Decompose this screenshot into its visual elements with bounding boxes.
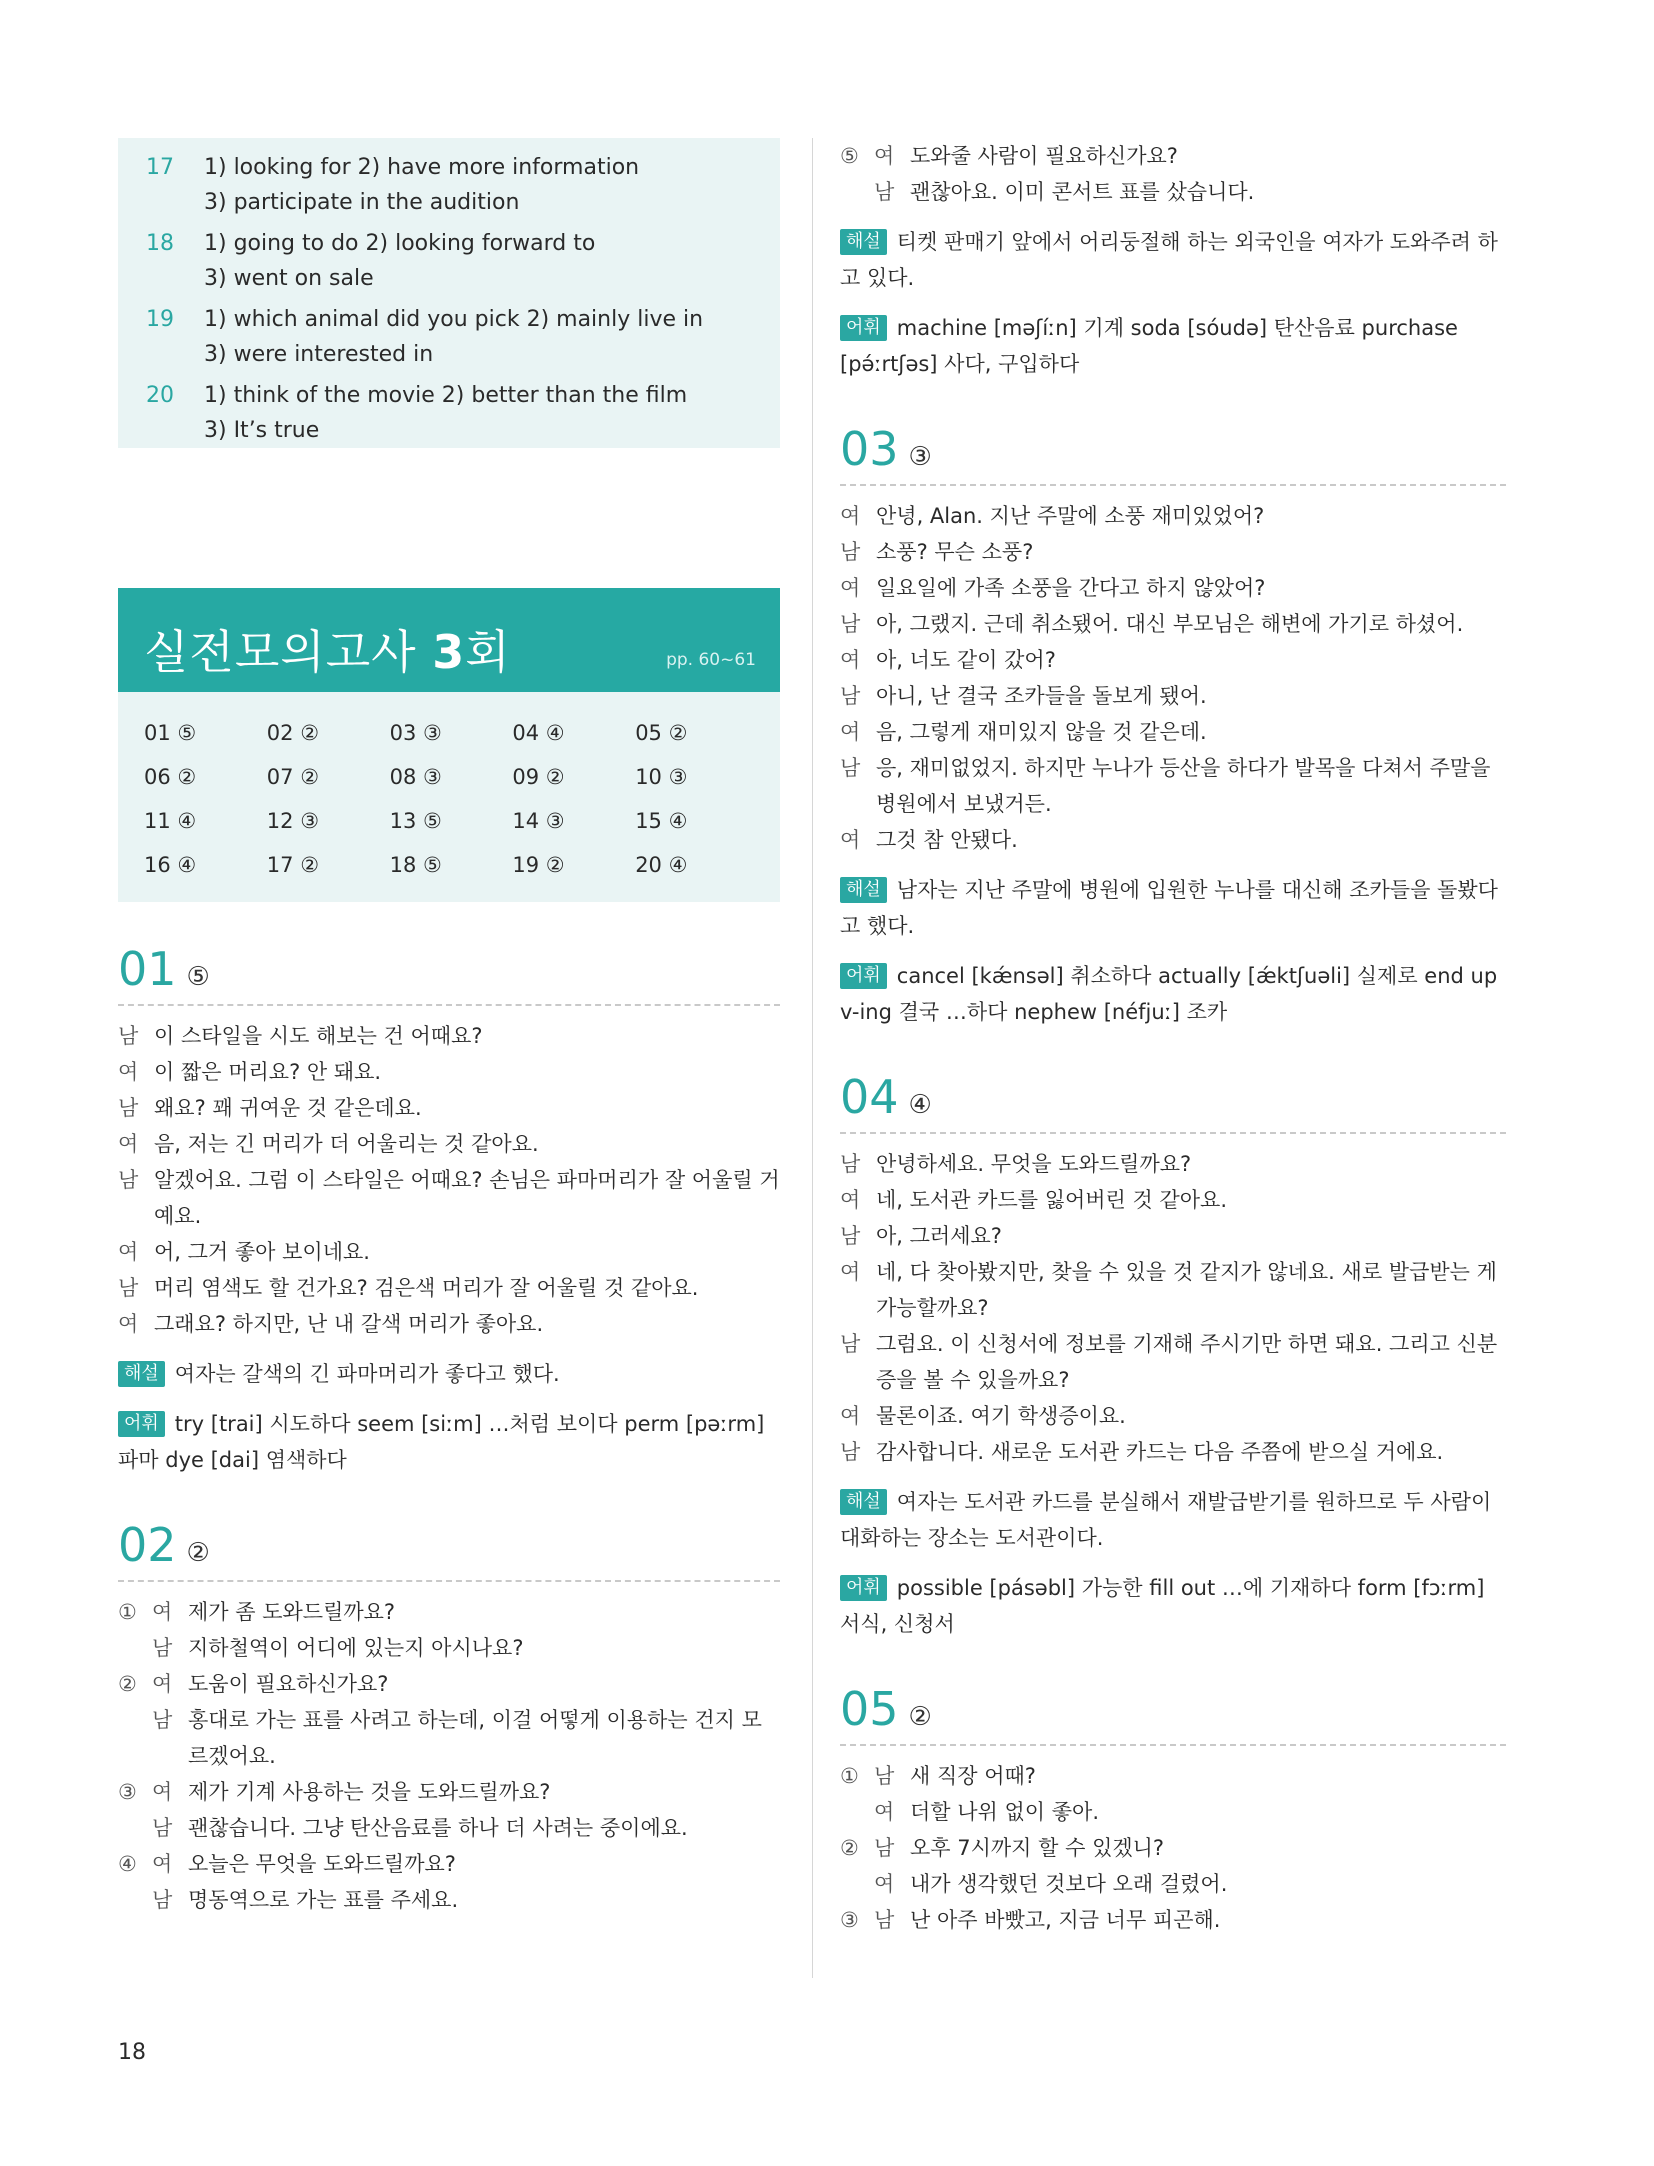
vocabulary-text: try [trai] 시도하다 seem [siːm] …처럼 보이다 perm [pəːrm] 파마 dye [dai] 염색하다 [118, 1412, 765, 1472]
answer-number: 17 [146, 155, 174, 180]
option-marker: ② [118, 1672, 137, 1696]
speaker-label: 남 [874, 1836, 895, 1860]
section-answer: ③ [908, 442, 932, 472]
section-number: 01 [118, 942, 177, 996]
dialog-line [840, 1398, 1506, 1434]
speaker-label: 여 [874, 1872, 895, 1896]
dialog-line [840, 1218, 1506, 1254]
speaker-label: 여 [152, 1780, 173, 1804]
option-line [840, 174, 1506, 210]
dialog-text: 오후 7시까지 할 수 있겠니? [910, 1836, 1165, 1860]
option-marker [118, 1882, 152, 1918]
dialog-text: 일요일에 가족 소풍을 간다고 하지 않았어? [876, 576, 1266, 600]
speaker-label: 남 [874, 1908, 895, 1932]
dialog-text: 홍대로 가는 표를 사려고 하는데, 이걸 어떻게 이용하는 건지 모르겠어요. [188, 1708, 762, 1768]
vocabulary-text: cancel [kǽnsəl] 취소하다 actually [ǽktʃuəli] 실제로 end up v-ing 결국 …하다 nephew [néfjuː] 조카 [840, 964, 1498, 1024]
dialog-text: 소풍? 무슨 소풍? [876, 540, 1034, 564]
speaker-label: 남 [840, 540, 861, 564]
section-number: 03 [840, 422, 899, 476]
dialog-text: 새 직장 어때? [910, 1764, 1036, 1788]
speaker-label: 남 [840, 1332, 861, 1356]
speaker-label: 남 [840, 1440, 861, 1464]
option-line [118, 1630, 780, 1666]
dialog-text: 음, 그렇게 재미있지 않을 것 같은데. [876, 720, 1207, 744]
dialog-text: 아, 너도 같이 갔어? [876, 648, 1056, 672]
exam-answer-box [118, 588, 780, 902]
dialog-line [840, 1146, 1506, 1182]
section-header [840, 1070, 1506, 1134]
exam-title-prefix: 실전모의고사 [144, 625, 433, 679]
explanation [840, 872, 1506, 944]
dialog-line [840, 1254, 1506, 1326]
section-answer: ④ [908, 1090, 932, 1120]
dialog-line [118, 1090, 780, 1126]
explanation-tag: 해설 [840, 1489, 887, 1515]
section-05 [840, 1682, 1506, 1938]
option-line [840, 1866, 1506, 1902]
exam-answer-cell: 15 ④ [635, 809, 688, 833]
explanation-text: 남자는 지난 주말에 병원에 입원한 누나를 대신해 조카들을 돌봤다고 했다. [840, 878, 1498, 938]
dialog-line [840, 1326, 1506, 1398]
speaker-label: 남 [118, 1168, 139, 1192]
column-divider [812, 138, 813, 1978]
answer-key-box [118, 138, 780, 448]
exam-title-number: 3 [432, 625, 466, 679]
dialog-line [840, 714, 1506, 750]
vocabulary [840, 958, 1506, 1030]
section-03 [840, 422, 1506, 1030]
answer-line: 1) think of the movie 2) better than the film [204, 383, 688, 408]
exam-page-range: pp. 60~61 [666, 650, 756, 670]
answer-line: 3) It’s true [204, 418, 320, 443]
dialog [840, 1146, 1506, 1470]
dialog-line [118, 1126, 780, 1162]
dialog-line [118, 1054, 780, 1090]
dialog-text: 음, 저는 긴 머리가 더 어울리는 것 같아요. [154, 1132, 539, 1156]
vocabulary-tag: 어휘 [840, 963, 887, 989]
dialog-line [118, 1234, 780, 1270]
dialog-line [840, 1182, 1506, 1218]
option-line [840, 138, 1506, 174]
options-dialog [840, 1758, 1506, 1938]
dialog-text: 네, 도서관 카드를 잃어버린 것 같아요. [876, 1188, 1228, 1212]
option-line [118, 1882, 780, 1918]
option-line [118, 1810, 780, 1846]
option-line [118, 1774, 780, 1810]
speaker-label: 남 [840, 612, 861, 636]
section-header [840, 1682, 1506, 1746]
option-line [118, 1702, 780, 1774]
option-line [840, 1902, 1506, 1938]
speaker-label: 여 [118, 1240, 139, 1264]
dialog-text: 왜요? 꽤 귀여운 것 같은데요. [154, 1096, 422, 1120]
speaker-label: 남 [840, 756, 861, 780]
vocabulary-tag: 어휘 [118, 1411, 165, 1437]
option-line [840, 1758, 1506, 1794]
speaker-label: 남 [840, 1152, 861, 1176]
exam-answer-cell: 18 ⑤ [389, 853, 442, 877]
dialog-text: 명동역으로 가는 표를 주세요. [188, 1888, 459, 1912]
dialog-text: 이 짧은 머리요? 안 돼요. [154, 1060, 382, 1084]
speaker-label: 여 [840, 1188, 861, 1212]
dialog-text: 네, 다 찾아봤지만, 찾을 수 있을 것 같지가 않네요. 새로 발급받는 게 가능할까요? [876, 1260, 1497, 1320]
dialog [840, 498, 1506, 858]
speaker-label: 여 [840, 828, 861, 852]
speaker-label: 여 [840, 1404, 861, 1428]
speaker-label: 여 [840, 648, 861, 672]
dialog-text: 오늘은 무엇을 도와드릴까요? [188, 1852, 456, 1876]
exam-header [118, 588, 780, 692]
speaker-label: 여 [152, 1600, 173, 1624]
section-02 [118, 1518, 780, 1918]
vocabulary-tag: 어휘 [840, 1575, 887, 1601]
speaker-label: 여 [874, 144, 895, 168]
left-column [118, 138, 780, 1918]
exam-answer-cell: 14 ③ [512, 809, 565, 833]
option-marker: ⑤ [840, 144, 859, 168]
speaker-label: 여 [118, 1060, 139, 1084]
dialog-text: 그래요? 하지만, 난 내 갈색 머리가 좋아요. [154, 1312, 544, 1336]
dialog-line [840, 642, 1506, 678]
section-header [840, 422, 1506, 486]
speaker-label: 여 [118, 1132, 139, 1156]
dialog-text: 아, 그랬지. 근데 취소됐어. 대신 부모님은 해변에 가기로 하셨어. [876, 612, 1464, 636]
dialog-text: 알겠어요. 그럼 이 스타일은 어때요? 손님은 파마머리가 잘 어울릴 거예요. [154, 1168, 780, 1228]
section-number: 02 [118, 1518, 177, 1572]
dialog-text: 그것 참 안됐다. [876, 828, 1018, 852]
speaker-label: 남 [874, 180, 895, 204]
dialog-text: 난 아주 바빴고, 지금 너무 피곤해. [910, 1908, 1221, 1932]
answer-line: 1) which animal did you pick 2) mainly live in [204, 307, 704, 332]
dialog-text: 안녕하세요. 무엇을 도와드릴까요? [876, 1152, 1192, 1176]
exam-answer-grid [118, 692, 780, 902]
speaker-label: 남 [152, 1816, 173, 1840]
vocabulary-text: machine [məʃíːn] 기계 soda [sóudə] 탄산음료 purchase [pə́ːrtʃəs] 사다, 구입하다 [840, 316, 1458, 376]
dialog-text: 어, 그거 좋아 보이네요. [154, 1240, 370, 1264]
exam-answer-cell: 12 ③ [266, 809, 320, 833]
answer-item [146, 150, 758, 220]
exam-title-suffix: 회 [465, 625, 511, 679]
exam-answer-cell: 02 ② [266, 721, 320, 745]
explanation-tag: 해설 [840, 229, 887, 255]
speaker-label: 여 [840, 720, 861, 744]
exam-answer-cell: 04 ④ [512, 721, 565, 745]
section-header [118, 942, 780, 1006]
section-01 [118, 942, 780, 1478]
dialog-text: 제가 기계 사용하는 것을 도와드릴까요? [188, 1780, 551, 1804]
exam-title [144, 616, 511, 682]
section-04 [840, 1070, 1506, 1642]
option-marker: ④ [118, 1852, 137, 1876]
section-header [118, 1518, 780, 1582]
speaker-label: 남 [152, 1708, 173, 1732]
option-marker [840, 1794, 874, 1830]
right-column [840, 138, 1506, 1938]
answer-line: 3) were interested in [204, 342, 434, 367]
dialog-line [840, 1434, 1506, 1470]
speaker-label: 여 [840, 504, 861, 528]
dialog-text: 안녕, Alan. 지난 주말에 소풍 재미있었어? [876, 504, 1265, 528]
answer-line: 1) looking for 2) have more information [204, 155, 640, 180]
vocabulary [840, 310, 1506, 382]
exam-answer-cell: 13 ⑤ [389, 809, 442, 833]
dialog-text: 감사합니다. 새로운 도서관 카드는 다음 주쯤에 받으실 거에요. [876, 1440, 1444, 1464]
dialog [118, 1018, 780, 1342]
dialog-line [840, 498, 1506, 534]
vocabulary [840, 1570, 1506, 1642]
answer-item [146, 302, 758, 372]
answer-line: 3) participate in the audition [204, 190, 520, 215]
vocabulary-tag: 어휘 [840, 315, 887, 341]
option-marker: ③ [118, 1780, 137, 1804]
option-marker [118, 1630, 152, 1666]
dialog-text: 내가 생각했던 것보다 오래 걸렸어. [910, 1872, 1228, 1896]
answer-item [146, 226, 758, 296]
option-marker: ① [118, 1600, 137, 1624]
option-line [118, 1846, 780, 1882]
exam-answer-cell: 05 ② [635, 721, 688, 745]
speaker-label: 남 [152, 1636, 173, 1660]
answer-number: 20 [146, 383, 174, 408]
option-marker [840, 1866, 874, 1902]
exam-answer-cell: 16 ④ [144, 853, 197, 877]
option-marker: ① [840, 1764, 859, 1788]
dialog-text: 도움이 필요하신가요? [188, 1672, 389, 1696]
dialog-line [118, 1270, 780, 1306]
answer-line: 3) went on sale [204, 266, 374, 291]
speaker-label: 여 [840, 576, 861, 600]
explanation-text: 여자는 갈색의 긴 파마머리가 좋다고 했다. [174, 1362, 560, 1386]
dialog-text: 이 스타일을 시도 해보는 건 어때요? [154, 1024, 483, 1048]
option-marker [840, 174, 874, 210]
explanation [118, 1356, 780, 1392]
section-answer: ② [186, 1538, 210, 1568]
dialog-line [840, 606, 1506, 642]
section-number: 04 [840, 1070, 899, 1124]
exam-answer-cell: 01 ⑤ [144, 721, 197, 745]
dialog-text: 제가 좀 도와드릴까요? [188, 1600, 396, 1624]
dialog-line [118, 1162, 780, 1234]
options-dialog [118, 1594, 780, 1918]
dialog-text: 더할 나위 없이 좋아. [910, 1800, 1099, 1824]
speaker-label: 남 [152, 1888, 173, 1912]
dialog-line [840, 570, 1506, 606]
explanation-tag: 해설 [118, 1361, 165, 1387]
dialog-text: 아니, 난 결국 조카들을 돌보게 됐어. [876, 684, 1207, 708]
explanation-text: 여자는 도서관 카드를 분실해서 재발급받기를 원하므로 두 사람이 대화하는 장소는 도서관이다. [840, 1490, 1492, 1550]
speaker-label: 여 [152, 1852, 173, 1876]
answer-number: 19 [146, 307, 174, 332]
exam-answer-cell: 10 ③ [635, 765, 688, 789]
answer-line: 1) going to do 2) looking forward to [204, 231, 596, 256]
exam-answer-cell: 17 ② [266, 853, 320, 877]
dialog-line [840, 678, 1506, 714]
section-answer: ② [908, 1702, 932, 1732]
exam-answer-cell: 19 ② [512, 853, 565, 877]
exam-answer-cell: 03 ③ [389, 721, 442, 745]
option-marker [118, 1810, 152, 1846]
speaker-label: 남 [874, 1764, 895, 1788]
dialog-line [840, 534, 1506, 570]
speaker-label: 남 [118, 1276, 139, 1300]
exam-answer-cell: 06 ② [144, 765, 197, 789]
speaker-label: 남 [840, 1224, 861, 1248]
dialog-text: 괜찮습니다. 그냥 탄산음료를 하나 더 사려는 중이에요. [188, 1816, 688, 1840]
exam-answer-cell: 20 ④ [635, 853, 688, 877]
explanation-text: 티켓 판매기 앞에서 어리둥절해 하는 외국인을 여자가 도와주려 하고 있다. [840, 230, 1498, 290]
dialog-text: 응, 재미없었지. 하지만 누나가 등산을 하다가 발목을 다쳐서 주말을 병원에서 보냈거든. [876, 756, 1491, 816]
dialog-text: 그럼요. 이 신청서에 정보를 기재해 주시기만 하면 돼요. 그리고 신분증을 볼 수 있을까요? [876, 1332, 1498, 1392]
speaker-label: 남 [840, 684, 861, 708]
vocabulary [118, 1406, 780, 1478]
section-answer: ⑤ [186, 962, 210, 992]
answer-number: 18 [146, 231, 174, 256]
explanation [840, 224, 1506, 296]
dialog-line [118, 1018, 780, 1054]
dialog-text: 도와줄 사람이 필요하신가요? [910, 144, 1178, 168]
speaker-label: 여 [118, 1312, 139, 1336]
page-number: 18 [118, 2040, 146, 2065]
explanation-tag: 해설 [840, 877, 887, 903]
speaker-label: 여 [874, 1800, 895, 1824]
dialog-line [840, 822, 1506, 858]
explanation [840, 1484, 1506, 1556]
option-line [840, 1830, 1506, 1866]
option-marker [118, 1702, 152, 1774]
dialog-text: 괜찮아요. 이미 콘서트 표를 샀습니다. [910, 180, 1255, 204]
option-line [118, 1666, 780, 1702]
dialog-text: 머리 염색도 할 건가요? 검은색 머리가 잘 어울릴 것 같아요. [154, 1276, 699, 1300]
dialog-text: 아, 그러세요? [876, 1224, 1002, 1248]
option-line [840, 1794, 1506, 1830]
dialog-line [118, 1306, 780, 1342]
exam-answer-cell: 08 ③ [389, 765, 442, 789]
exam-answer-cell: 07 ② [266, 765, 320, 789]
exam-answer-cell: 11 ④ [144, 809, 197, 833]
section-number: 05 [840, 1682, 899, 1736]
speaker-label: 남 [118, 1024, 139, 1048]
options-dialog-continued [840, 138, 1506, 210]
exam-answer-cell: 09 ② [512, 765, 565, 789]
answer-item [146, 378, 758, 448]
speaker-label: 여 [152, 1672, 173, 1696]
option-line [118, 1594, 780, 1630]
dialog-text: 물론이죠. 여기 학생증이요. [876, 1404, 1126, 1428]
option-marker: ③ [840, 1908, 859, 1932]
speaker-label: 남 [118, 1096, 139, 1120]
speaker-label: 여 [840, 1260, 861, 1284]
dialog-line [840, 750, 1506, 822]
vocabulary-text: possible [pásəbl] 가능한 fill out …에 기재하다 form [fɔːrm] 서식, 신청서 [840, 1576, 1485, 1636]
dialog-text: 지하철역이 어디에 있는지 아시나요? [188, 1636, 524, 1660]
option-marker: ② [840, 1836, 859, 1860]
